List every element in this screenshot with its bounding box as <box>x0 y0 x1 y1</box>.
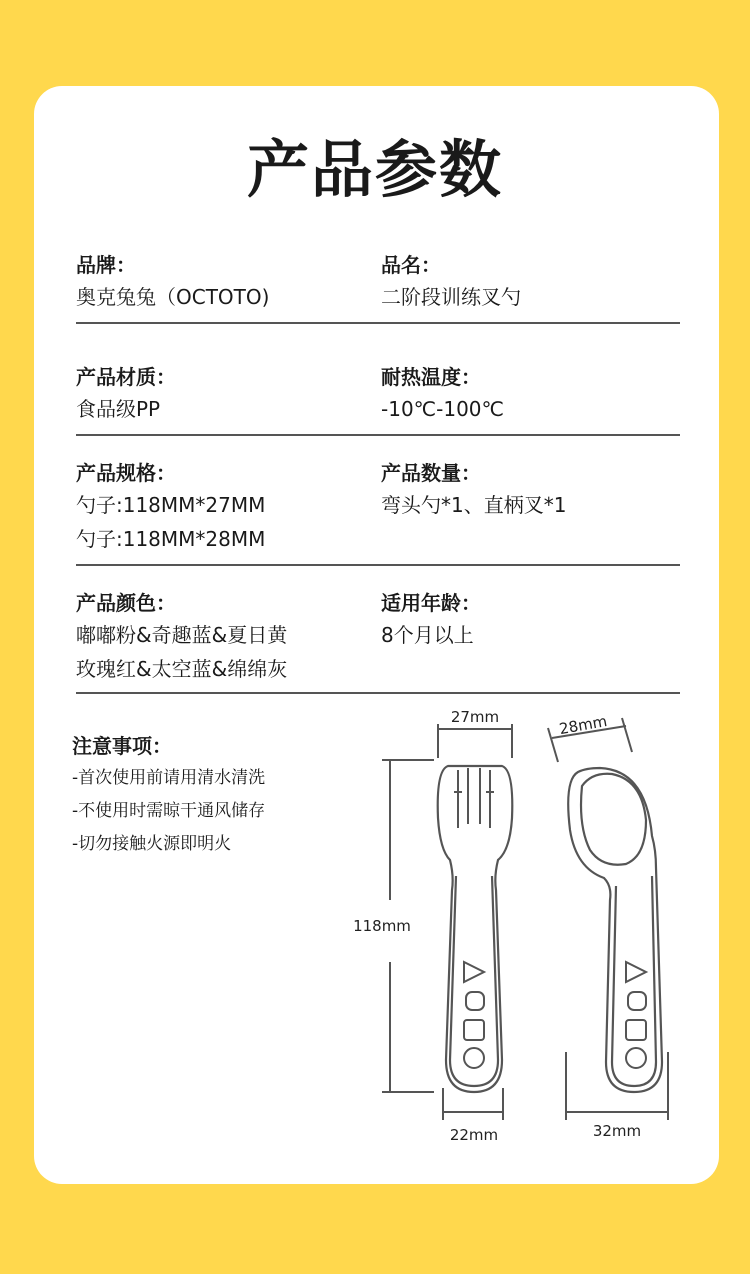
spec-quantity <box>381 458 566 522</box>
spec-material-label: 产品材质： <box>76 365 176 389</box>
dim-length-label: 118mm <box>353 917 411 935</box>
dim-line <box>548 728 558 762</box>
note-item: -切勿接触火源即明火 <box>72 834 232 854</box>
spoon-icon <box>568 768 662 1092</box>
spec-name-value: 二阶段训练叉勺 <box>381 285 521 309</box>
spec-size <box>76 458 265 556</box>
dim-spoon-handle-label: 32mm <box>592 1122 642 1140</box>
divider <box>76 692 680 694</box>
dim-line <box>622 718 632 752</box>
spec-color-value-2: 玫瑰红&太空蓝&绵绵灰 <box>76 657 288 681</box>
spec-size-value-1: 勺子:118MM*27MM <box>76 493 266 517</box>
spec-brand <box>76 250 269 314</box>
dimension-diagram <box>330 700 690 1160</box>
notes-label: 注意事项： <box>72 734 172 758</box>
spec-age-label: 适用年龄： <box>381 591 481 615</box>
divider <box>76 434 680 436</box>
spec-name <box>381 250 521 314</box>
spec-size-label: 产品规格： <box>76 461 176 485</box>
spec-material-value: 食品级PP <box>76 397 161 421</box>
dim-spoon-head-label: 28mm <box>557 712 609 739</box>
notes-section <box>72 730 265 861</box>
spec-material <box>76 362 176 426</box>
note-item: -不使用时需晾干通风储存 <box>72 801 266 821</box>
note-item: -首次使用前请用清水清洗 <box>72 768 266 788</box>
spec-quantity-value: 弯头勺*1、直柄叉*1 <box>381 493 567 517</box>
spec-heat <box>381 362 504 426</box>
spec-heat-label: 耐热温度： <box>381 365 481 389</box>
spec-name-label: 品名： <box>381 253 441 277</box>
spec-color-value-1: 嘟嘟粉&奇趣蓝&夏日黄 <box>76 623 288 647</box>
spec-age <box>381 588 481 652</box>
spec-quantity-label: 产品数量： <box>381 461 481 485</box>
divider <box>76 322 680 324</box>
spec-color-label: 产品颜色： <box>76 591 176 615</box>
dim-fork-handle-label: 22mm <box>449 1126 499 1144</box>
divider <box>76 564 680 566</box>
spec-heat-value: -10℃-100℃ <box>381 397 504 421</box>
fork-icon <box>438 766 513 1092</box>
spec-age-value: 8个月以上 <box>381 623 474 647</box>
spec-color <box>76 588 287 686</box>
spec-size-value-2: 勺子:118MM*28MM <box>76 527 266 551</box>
spec-brand-value: 奥克兔兔（OCTOTO) <box>76 285 270 309</box>
dim-fork-head-label: 27mm <box>450 708 500 726</box>
spec-brand-label: 品牌： <box>76 253 136 277</box>
page-title: 产品参数 <box>246 133 503 206</box>
